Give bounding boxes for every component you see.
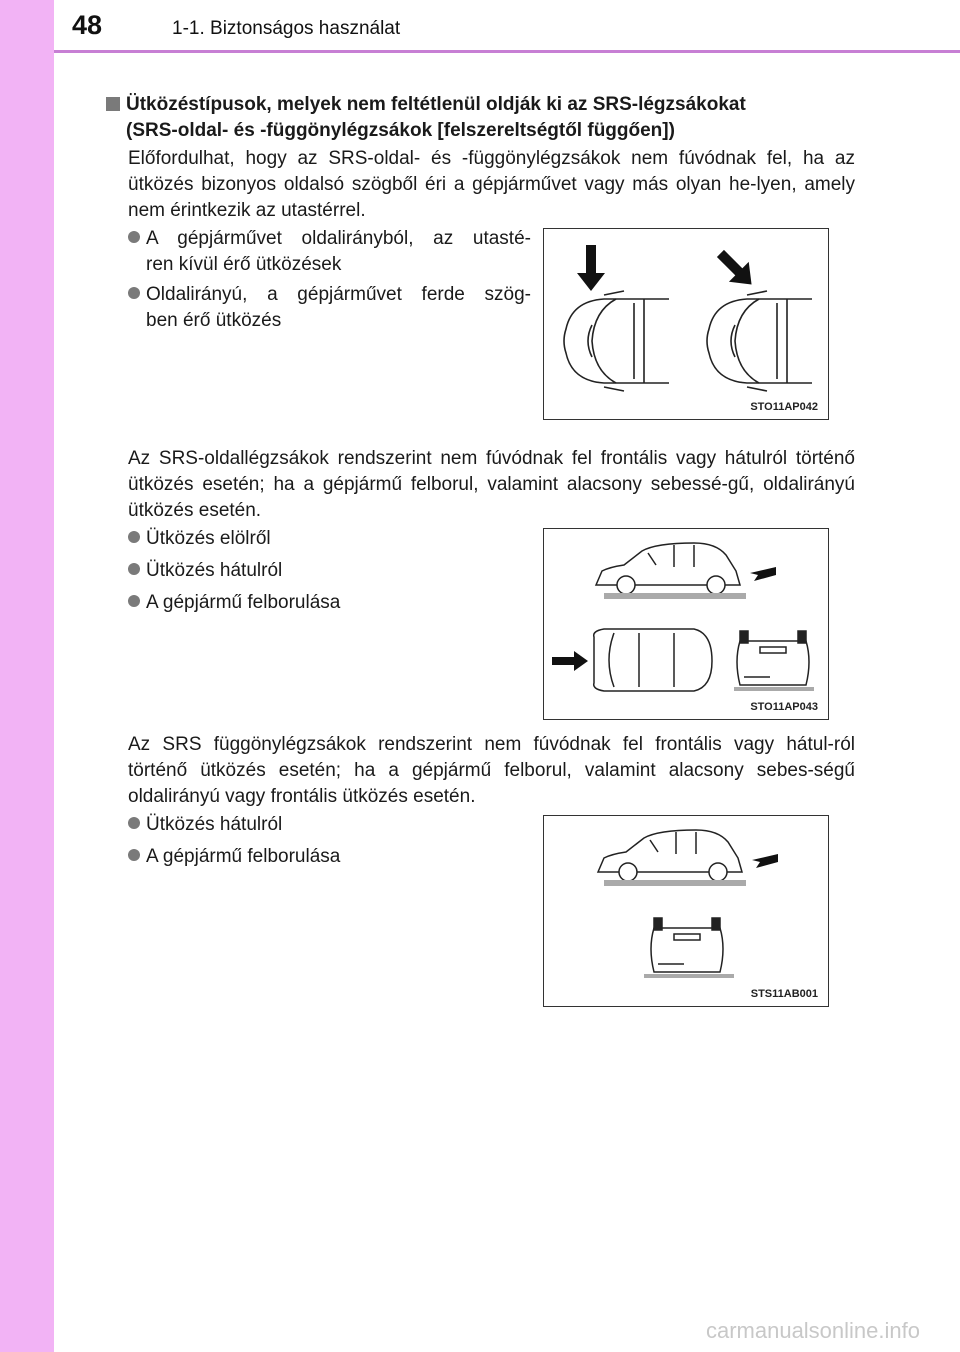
bullet-text: A gépjármű felborulása <box>146 592 341 613</box>
bullet-text: A gépjármű felborulása <box>146 846 341 867</box>
bullet-text: Ütközés hátulról <box>146 560 283 581</box>
ground-shadow <box>604 880 746 886</box>
watermark: carmanualsonline.info <box>705 1318 920 1343</box>
impact-arrow-rear-icon <box>752 854 778 868</box>
bullet-text-line: ben érő ütközés <box>146 310 282 331</box>
bullet-text-line: Oldalirányú, a gépjárművet ferde szög- <box>146 284 531 305</box>
figure-1-illustration <box>544 229 828 419</box>
bullet-item <box>128 226 531 278</box>
ground-shadow <box>644 974 734 978</box>
section-heading-line1: Ütközéstípusok, melyek nem feltétlenül oldják ki az SRS-légzsákokat <box>126 94 746 115</box>
side-tab-bar <box>0 0 54 1352</box>
bullet-item <box>128 526 271 552</box>
bullet-item <box>128 812 282 838</box>
bullet-dot-icon <box>128 231 140 243</box>
car-rollover-view <box>737 631 809 685</box>
page-number: 48 <box>72 10 103 40</box>
impact-arrow-rear-icon <box>750 567 776 581</box>
figure-code: STS11AB001 <box>750 988 818 1000</box>
section-square-icon <box>106 97 120 111</box>
bullet-item <box>128 558 282 584</box>
car-top-view-2 <box>707 291 812 391</box>
paragraph-2: Az SRS-oldallégzsákok rendszerint nem fúvódnak fel frontális vagy hátulról történő ütközés esetén; ha a gépjármű felborul, valamint alacsony sebessé-gű, oldalirányú ütközés esetén. <box>128 448 855 521</box>
bullet-text-line: ren kívül érő ütközések <box>146 254 342 275</box>
car-rollover-view <box>651 918 723 972</box>
bullet-dot-icon <box>128 849 140 861</box>
bullet-item <box>128 282 531 334</box>
bullet-dot-icon <box>128 287 140 299</box>
impact-arrow-icon <box>577 245 605 291</box>
bullet-text: Ütközés hátulról <box>146 814 283 835</box>
car-side-view <box>598 830 742 881</box>
figure-3-illustration <box>544 816 828 1006</box>
bullet-dot-icon <box>128 817 140 829</box>
section-heading-line2: (SRS-oldal- és -függönylégzsákok [felszereltségtől függően]) <box>126 120 675 141</box>
bullet-text: Ütközés elölről <box>146 528 271 549</box>
paragraph-3: Az SRS függönylégzsákok rendszerint nem fúvódnak fel frontális vagy hátul-ról történő ütközés esetén; ha a gépjármű felborul, valamint alacsony sebes-ségű oldalirányú vagy frontális ütközés esetén. <box>128 734 855 807</box>
section-heading <box>108 92 860 144</box>
header-title: 1-1. Biztonságos használat <box>172 18 401 39</box>
car-top-view <box>594 629 712 691</box>
bullet-item <box>128 844 340 870</box>
impact-arrow-diagonal-icon <box>711 244 762 295</box>
impact-arrow-front-icon <box>552 651 588 671</box>
ground-shadow <box>604 593 746 599</box>
section-heading-block <box>108 92 860 144</box>
figure-rear-rollover <box>543 815 829 1007</box>
ground-shadow <box>734 687 814 691</box>
figure-frontal-rear-rollover <box>543 528 829 720</box>
bullet-text-line: A gépjárművet oldalirányból, az utasté- <box>146 228 531 249</box>
figure-side-impact-topview <box>543 228 829 420</box>
bullet-item <box>128 590 340 616</box>
car-side-view <box>596 543 740 594</box>
figure-code: STO11AP043 <box>750 701 818 713</box>
bullet-dot-icon <box>128 531 140 543</box>
bullet-dot-icon <box>128 595 140 607</box>
figure-2-illustration <box>544 529 828 719</box>
paragraph-1: Előfordulhat, hogy az SRS-oldal- és -függönylégzsákok nem fúvódnak fel, ha az ütközés bizonyos oldalsó szögből éri a gépjárművet vagy más olyan he-lyen, amely nem érintkezik az utastérrel. <box>128 148 855 221</box>
bullet-dot-icon <box>128 563 140 575</box>
header-rule <box>54 50 960 53</box>
car-top-view-1 <box>564 291 669 391</box>
figure-code: STO11AP042 <box>750 401 818 413</box>
